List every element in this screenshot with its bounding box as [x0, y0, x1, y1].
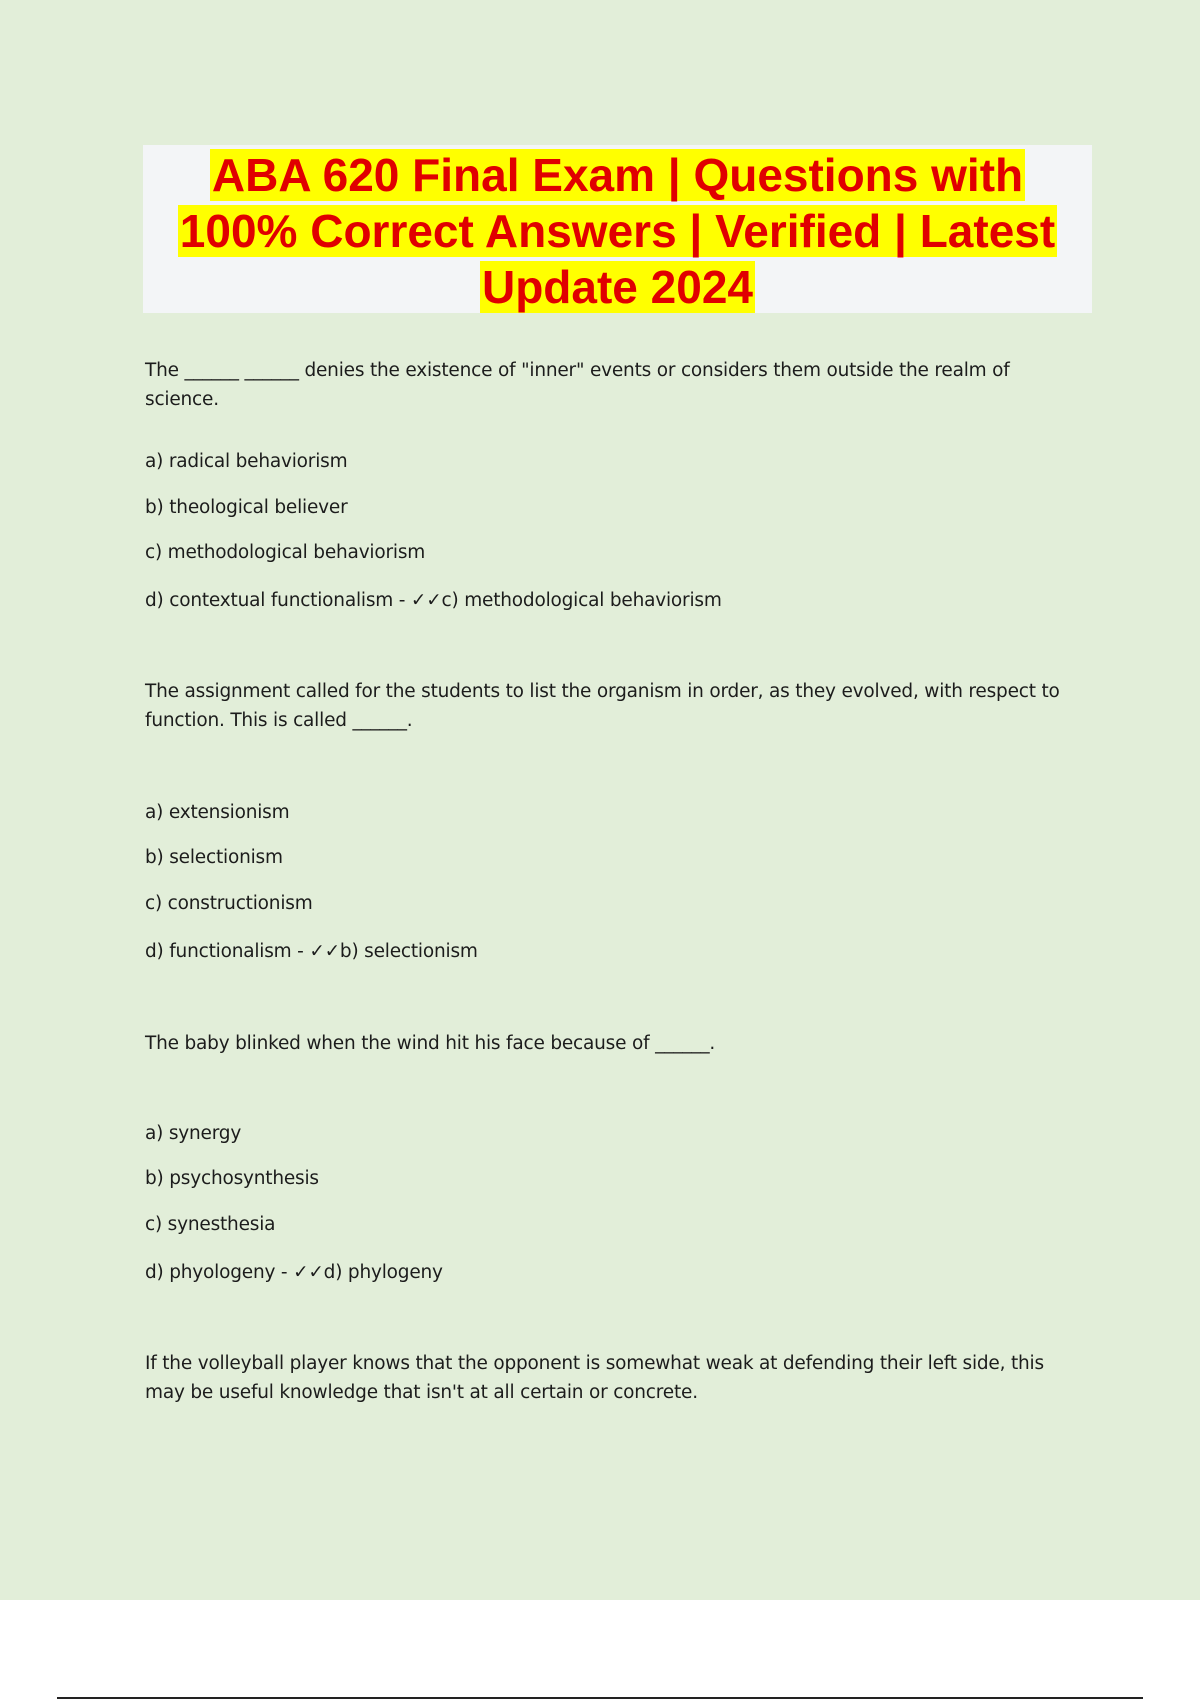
question-4-text: If the volleyball player knows that the opponent is somewhat weak at defending their left side, this may be useful knowledge that isn't at all certain or concrete.	[145, 1353, 1044, 1403]
question-3-option-d-answer: d) phyologeny - ✓✓d) phylogeny	[145, 1262, 443, 1283]
footer-rule	[57, 1697, 1143, 1699]
question-1-option-b: b) theological believer	[145, 497, 348, 518]
question-2-text: The assignment called for the students to list the organism in order, as they evolved, with respect to function. This is called ______.	[145, 681, 1060, 731]
question-3-option-b: b) psychosynthesis	[145, 1168, 319, 1189]
question-1-option-d-answer: d) contextual functionalism - ✓✓c) methodological behaviorism	[145, 590, 722, 611]
question-2-option-b: b) selectionism	[145, 847, 283, 868]
question-2-option-a: a) extensionism	[145, 802, 290, 823]
question-1-option-c: c) methodological behaviorism	[145, 542, 426, 563]
title-line-1: ABA 620 Final Exam | Questions with	[211, 149, 1024, 201]
title-line-3: Update 2024	[481, 261, 753, 313]
question-3-option-a: a) synergy	[145, 1123, 242, 1144]
question-3-text: The baby blinked when the wind hit his face because of ______.	[145, 1033, 716, 1054]
question-2-option-d-answer: d) functionalism - ✓✓b) selectionism	[145, 941, 478, 962]
question-1-option-a: a) radical behaviorism	[145, 451, 348, 472]
question-3-option-c: c) synesthesia	[145, 1214, 276, 1235]
document-title	[143, 145, 1092, 313]
question-1-text: The ______ ______ denies the existence of "inner" events or considers them outside the realm of science.	[145, 360, 1010, 410]
question-2-option-c: c) constructionism	[145, 893, 313, 914]
title-line-2: 100% Correct Answers | Verified | Latest	[179, 205, 1056, 257]
